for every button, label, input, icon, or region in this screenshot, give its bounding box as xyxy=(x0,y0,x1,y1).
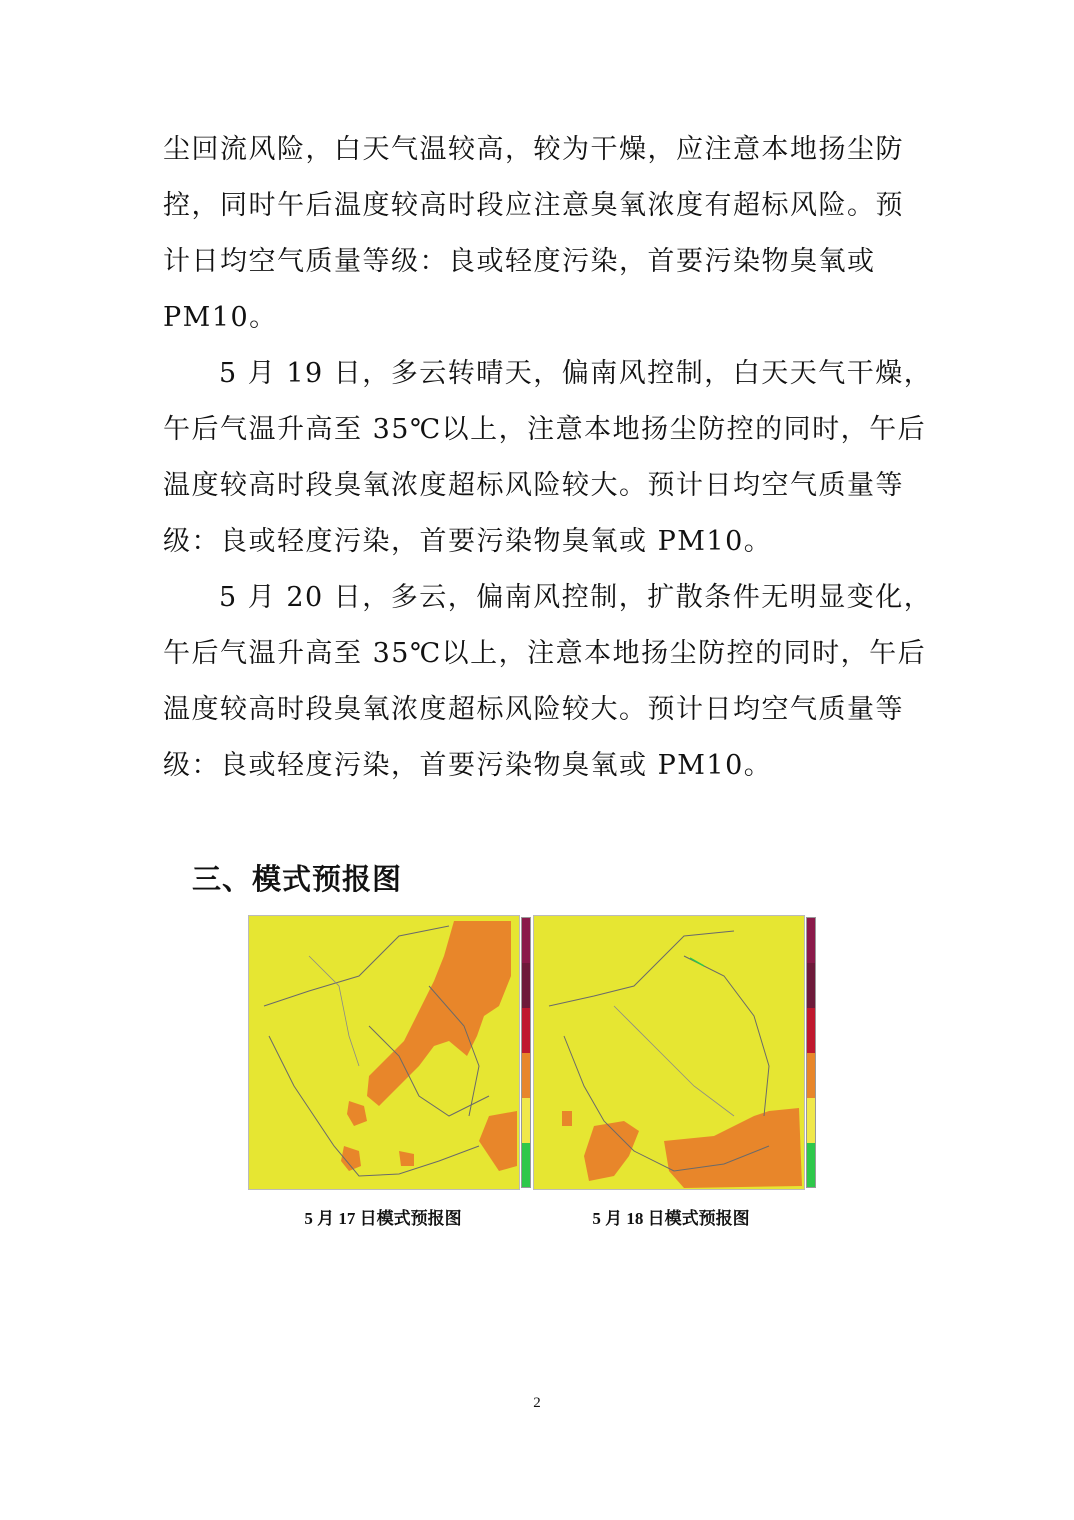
scale-segment xyxy=(807,1098,815,1143)
figure-caption-may-17: 5 月 17 日模式预报图 xyxy=(304,1209,462,1228)
forecast-map-figure-may-18 xyxy=(533,915,815,1190)
forecast-map-graphic xyxy=(249,916,519,1189)
scale-segment xyxy=(807,1143,815,1187)
scale-segment xyxy=(807,1053,815,1098)
paragraph-may-19 xyxy=(163,346,933,570)
color-scale-bar xyxy=(521,917,531,1188)
forecast-map-image xyxy=(533,915,805,1190)
text-line: 级：良或轻度污染，首要污染物臭氧或 PM10。 xyxy=(163,526,773,557)
text-line: 午后气温升高至 35℃以上，注意本地扬尘防控的同时，午后 xyxy=(163,638,927,669)
text-line: 计日均空气质量等级：良或轻度污染，首要污染物臭氧或 xyxy=(163,246,876,277)
text-line: 温度较高时段臭氧浓度超标风险较大。预计日均空气质量等 xyxy=(163,694,904,725)
page-number: 2 xyxy=(533,1395,541,1411)
text-line: 5 月 19 日，多云转晴天，偏南风控制，白天天气干燥， xyxy=(219,358,933,389)
figure-caption-may-18: 5 月 18 日模式预报图 xyxy=(592,1209,750,1228)
text-line: 控，同时午后温度较高时段应注意臭氧浓度有超标风险。预 xyxy=(163,190,904,221)
color-scale-bar xyxy=(806,917,816,1188)
scale-segment xyxy=(522,1053,530,1098)
scale-segment xyxy=(522,963,530,1008)
text-line: 5 月 20 日，多云，偏南风控制，扩散条件无明显变化， xyxy=(219,582,933,613)
scale-segment xyxy=(522,1098,530,1143)
forecast-map-image xyxy=(248,915,520,1190)
paragraph-may-20 xyxy=(163,570,933,794)
section-heading: 三、模式预报图 xyxy=(192,862,403,896)
scale-segment xyxy=(807,918,815,963)
scale-segment xyxy=(807,1008,815,1053)
text-line: 午后气温升高至 35℃以上，注意本地扬尘防控的同时，午后 xyxy=(163,414,927,445)
text-line: 级：良或轻度污染，首要污染物臭氧或 PM10。 xyxy=(163,750,773,781)
text-line: 尘回流风险，白天气温较高，较为干燥，应注意本地扬尘防 xyxy=(163,134,904,165)
scale-segment xyxy=(522,1008,530,1053)
scale-segment xyxy=(522,918,530,963)
forecast-map-graphic xyxy=(534,916,804,1189)
text-line: PM10。 xyxy=(163,302,278,333)
text-line: 温度较高时段臭氧浓度超标风险较大。预计日均空气质量等 xyxy=(163,470,904,501)
scale-segment xyxy=(807,963,815,1008)
forecast-map-figure-may-17 xyxy=(248,915,530,1190)
paragraph-continued xyxy=(163,122,913,346)
scale-segment xyxy=(522,1143,530,1187)
